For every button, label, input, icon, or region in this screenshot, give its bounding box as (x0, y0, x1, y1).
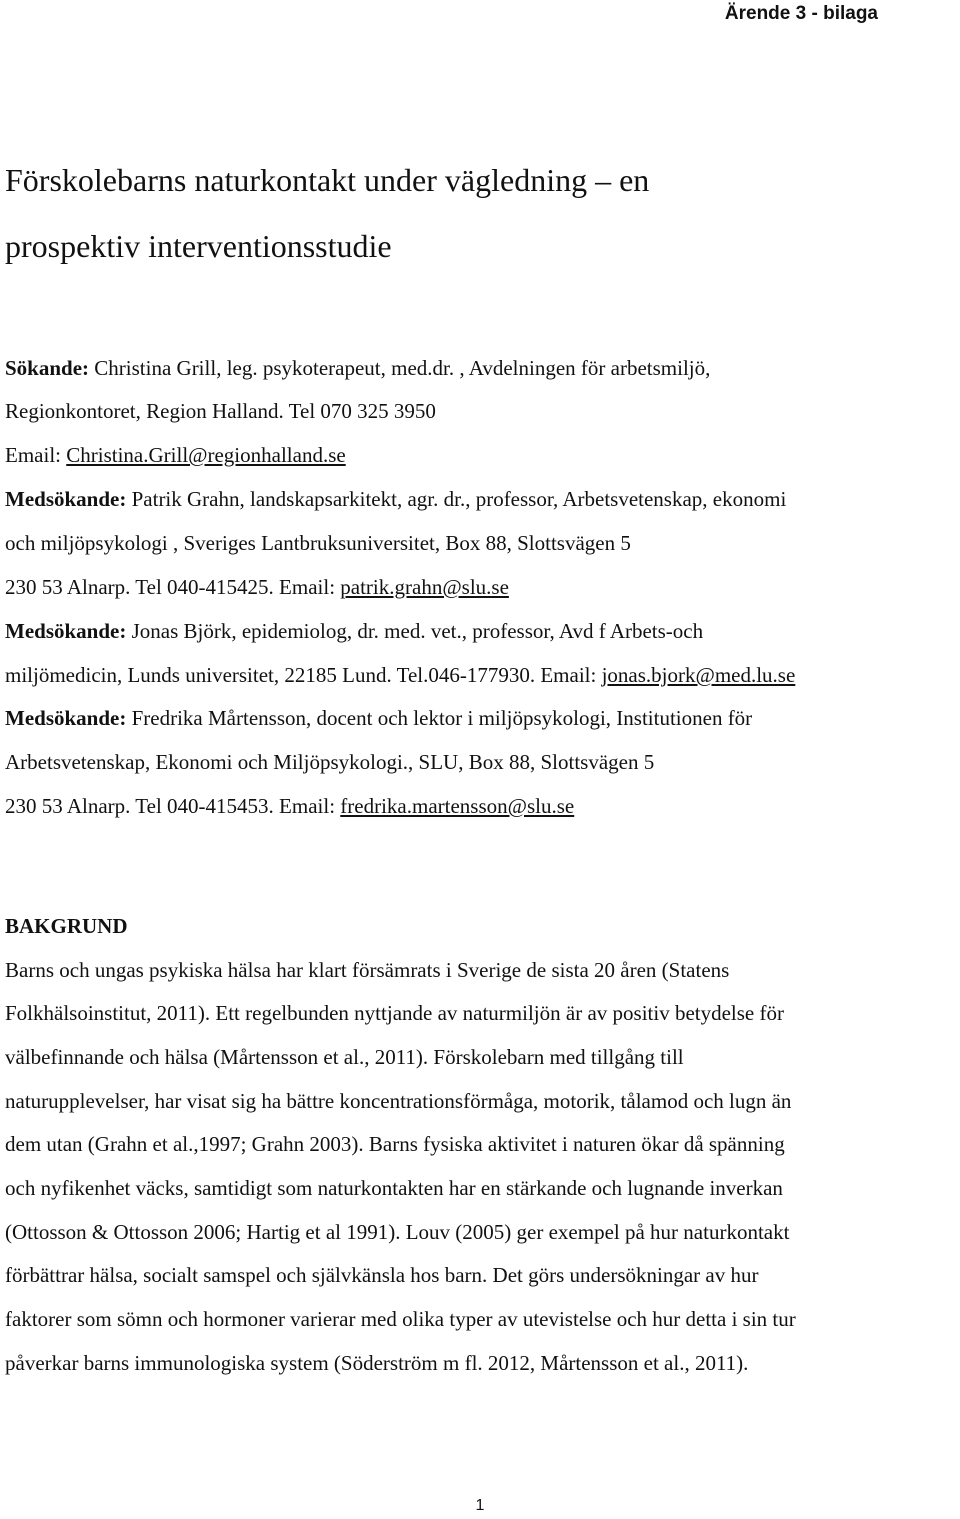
attachment-label: Ärende 3 - bilaga (724, 3, 878, 24)
background-line-1: Barns och ungas psykiska hälsa har klart försämrats i Sverige de sista 20 åren (Statens (5, 958, 730, 982)
background-line-6: och nyfikenhet väcks, samtidigt som naturkontakten har en stärkande och lugnande inverkan (5, 1176, 783, 1200)
applicant-line-3 (5, 442, 346, 468)
co-applicant-1-email-link[interactable]: patrik.grahn@slu.se (340, 575, 509, 599)
applicant-text: Christina Grill, leg. psykoterapeut, med.dr. , Avdelningen för arbetsmiljö, (89, 356, 711, 380)
co-applicant-text: Jonas Björk, epidemiolog, dr. med. vet., professor, Avd f Arbets-och (126, 619, 704, 643)
co-applicant-1-line-2: och miljöpsykologi , Sveriges Lantbruksuniversitet, Box 88, Slottsvägen 5 (5, 531, 631, 555)
document-title-line-2: prospektiv interventionsstudie (5, 228, 392, 264)
background-line-8: förbättrar hälsa, socialt samspel och självkänsla hos barn. Det görs undersökningar av hur (5, 1263, 759, 1287)
co-applicant-1-line-3 (5, 574, 509, 600)
co-applicant-text: Patrik Grahn, landskapsarkitekt, agr. dr., professor, Arbetsvetenskap, ekonomi (126, 487, 787, 511)
background-line-9: faktorer som sömn och hormoner varierar med olika typer av utevistelse och hur detta i sin tur (5, 1307, 796, 1331)
co-applicant-3-line-3 (5, 793, 574, 819)
co-applicant-text: 230 53 Alnarp. Tel 040-415453. Email: (5, 794, 341, 818)
applicant-line-1 (5, 355, 710, 381)
applicant-line-2: Regionkontoret, Region Halland. Tel 070 325 3950 (5, 399, 436, 423)
background-line-4: naturupplevelser, har visat sig ha bättre koncentrationsförmåga, motorik, tålamod och lugn än (5, 1089, 792, 1113)
co-applicant-2-line-2 (5, 662, 795, 688)
co-applicant-3-line-2: Arbetsvetenskap, Ekonomi och Miljöpsykologi., SLU, Box 88, Slottsvägen 5 (5, 750, 655, 774)
co-applicant-text: 230 53 Alnarp. Tel 040-415425. Email: (5, 575, 341, 599)
co-applicant-2-line-1 (5, 618, 703, 644)
co-applicant-text: Fredrika Mårtensson, docent och lektor i miljöpsykologi, Institutionen för (126, 706, 753, 730)
applicant-label: Sökande: (5, 356, 90, 380)
document-title-line-1: Förskolebarns naturkontakt under vägledning – en (5, 162, 650, 198)
co-applicant-2-email-link[interactable]: jonas.bjork@med.lu.se (601, 663, 796, 687)
co-applicant-3-line-1 (5, 705, 752, 731)
background-line-5: dem utan (Grahn et al.,1997; Grahn 2003). Barns fysiska aktivitet i naturen ökar då spänning (5, 1132, 785, 1156)
co-applicant-1-line-1 (5, 486, 786, 512)
background-line-2: Folkhälsoinstitut, 2011). Ett regelbunden nyttjande av naturmiljön är av positiv betydelse för (5, 1001, 784, 1025)
background-line-3: välbefinnande och hälsa (Mårtensson et al., 2011). Förskolebarn med tillgång till (5, 1045, 684, 1069)
applicant-email-link[interactable]: Christina.Grill@regionhalland.se (66, 443, 346, 467)
co-applicant-label: Medsökande: (5, 487, 127, 511)
background-line-10: påverkar barns immunologiska system (Söderström m fl. 2012, Mårtensson et al., 2011). (5, 1351, 749, 1375)
background-line-7: (Ottosson & Ottosson 2006; Hartig et al 1991). Louv (2005) ger exempel på hur naturkontakt (5, 1220, 790, 1244)
email-label: Email: (5, 443, 67, 467)
co-applicant-3-email-link[interactable]: fredrika.martensson@slu.se (340, 794, 575, 818)
page-number: 1 (475, 1497, 485, 1514)
section-heading-background: BAKGRUND (5, 914, 128, 938)
co-applicant-label: Medsökande: (5, 706, 127, 730)
co-applicant-text: miljömedicin, Lunds universitet, 22185 Lund. Tel.046-177930. Email: (5, 663, 602, 687)
co-applicant-label: Medsökande: (5, 619, 127, 643)
